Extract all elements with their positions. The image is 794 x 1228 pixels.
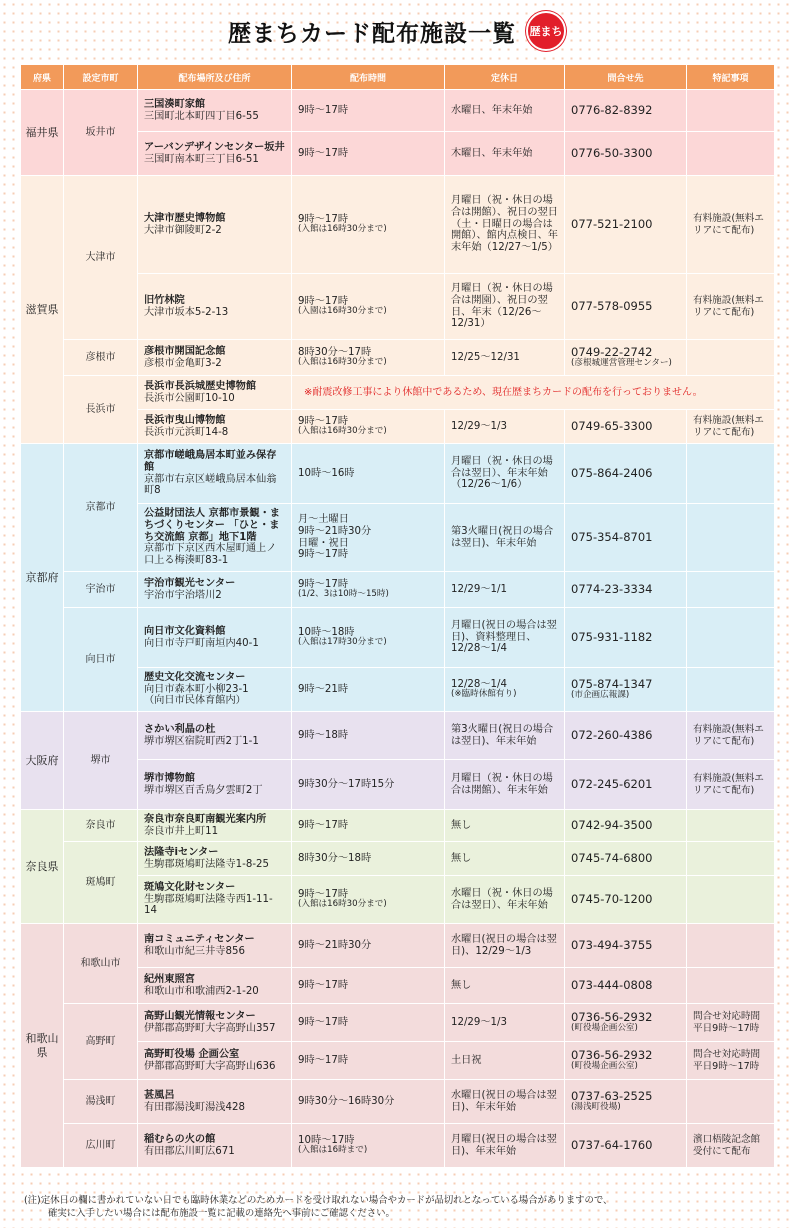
closed-cell (445, 274, 565, 340)
header-closed: 定休日 (445, 65, 565, 90)
table-row (21, 1124, 775, 1168)
tel-number: 072-245-6201 (571, 776, 653, 791)
facility-name: 彦根市開国記念館 (144, 345, 226, 357)
header-city: 設定市町 (64, 65, 138, 90)
place-cell (138, 842, 292, 876)
closed-text: 無し (451, 979, 472, 991)
closed-text: 無し (451, 852, 472, 864)
tel-number: 073-444-0808 (571, 977, 653, 992)
tel-sub: (町役場企画公室) (571, 1061, 638, 1072)
city-cell: 大津市 (64, 176, 138, 340)
hours-cell (292, 176, 445, 274)
tel-cell (565, 876, 687, 924)
place-cell (138, 132, 292, 176)
place-cell (138, 668, 292, 712)
facility-name: 長浜市曳山博物館 (144, 414, 226, 426)
tel-number: 0776-82-8392 (571, 102, 653, 117)
city-cell: 奈良市 (64, 810, 138, 842)
pref-cell: 京都府 (21, 444, 64, 712)
hours-text: 9時～21時 (298, 683, 349, 695)
facility-name: 甚風呂 (144, 1089, 175, 1101)
facility-name: 公益財団法人 京都市景観・まちづくりセンター 「ひと・まち交流館 京都」地下1階 (144, 507, 280, 543)
header-pref: 府県 (21, 65, 64, 90)
closed-cell (445, 810, 565, 842)
city-cell: 堺市 (64, 712, 138, 810)
closed-cell (445, 90, 565, 132)
facility-address: 生駒郡斑鳩町法隆寺1-8-25 (144, 858, 269, 870)
city-cell: 湯浅町 (64, 1080, 138, 1124)
place-cell (138, 90, 292, 132)
hours-text: 9時～17時 (298, 819, 349, 831)
facility-address: 向日市森本町小柳23-1 （向日市民体育館内） (144, 683, 249, 707)
place-cell (138, 444, 292, 504)
facility-name: 奈良市奈良町南観光案内所 (144, 813, 267, 825)
tel-number: 075-354-8701 (571, 529, 653, 544)
tel-cell (565, 274, 687, 340)
closed-text: 無し (451, 819, 472, 831)
tel-cell (565, 444, 687, 504)
footer-note (24, 1194, 784, 1220)
closed-cell (445, 842, 565, 876)
facility-table (20, 64, 775, 1168)
notes-cell (687, 444, 775, 504)
closed-cell (445, 132, 565, 176)
tel-number: 075-864-2406 (571, 465, 653, 480)
pref-cell: 滋賀県 (21, 176, 64, 444)
pref-cell: 大阪府 (21, 712, 64, 810)
closed-text: 土日祝 (451, 1054, 482, 1066)
place-cell (138, 1124, 292, 1168)
facility-address: 大津市御陵町2-2 (144, 224, 222, 236)
hours-cell (292, 1042, 445, 1080)
tel-cell (565, 810, 687, 842)
table-body (21, 90, 775, 1168)
city-cell: 向日市 (64, 608, 138, 712)
closed-cell (445, 1080, 565, 1124)
tel-cell (565, 176, 687, 274)
closed-text: 12/29～1/3 (451, 1016, 507, 1028)
closed-cell (445, 410, 565, 444)
closed-text: 月曜日(祝日の場合は翌日)、年末年始 (451, 1133, 557, 1157)
table-row (21, 810, 775, 842)
notes-cell: 有料施設(無料エリアにて配布) (687, 760, 775, 810)
facility-address: 堺市堺区百舌鳥夕雲町2丁 (144, 784, 263, 796)
facility-name: 旧竹林院 (144, 294, 185, 306)
facility-name: 高野山観光情報センター (144, 1010, 256, 1022)
hours-cell (292, 504, 445, 572)
facility-address: 伊都郡高野町大字高野山636 (144, 1060, 276, 1072)
closure-notice: ※耐震改修工事により休館中であるため、現在歴まちカードの配布を行っておりません。 (292, 376, 775, 410)
facility-name: 三国湊町家館 (144, 98, 206, 110)
hours-cell (292, 608, 445, 668)
tel-number: 0749-22-2742 (571, 344, 653, 359)
hours-sub: (入館は16時30分まで) (298, 224, 387, 235)
tel-number: 0736-56-2932 (571, 1009, 653, 1024)
tel-number: 075-874-1347 (571, 676, 653, 691)
hours-sub: (入園は16時30分まで) (298, 306, 387, 317)
city-cell: 高野町 (64, 1004, 138, 1080)
tel-sub: (湯浅町役場) (571, 1102, 621, 1113)
hours-sub: (入館は16時30分まで) (298, 357, 387, 368)
facility-name: 稲むらの火の館 (144, 1133, 216, 1145)
pref-cell: 福井県 (21, 90, 64, 176)
hours-text: 9時30分～16時30分 (298, 1095, 395, 1107)
hours-cell (292, 410, 445, 444)
hours-text: 9時～17時 (298, 578, 349, 590)
notes-cell (687, 968, 775, 1004)
tel-sub: (市企画広報課) (571, 690, 630, 701)
facility-name: 斑鳩文化財センター (144, 881, 236, 893)
place-cell (138, 608, 292, 668)
place-cell (138, 810, 292, 842)
facility-address: 宇治市宇治塔川2 (144, 589, 222, 601)
pref-cell: 和歌山県 (21, 924, 64, 1168)
notes-cell (687, 924, 775, 968)
hours-cell (292, 1124, 445, 1168)
tel-number: 0749-65-3300 (571, 418, 653, 433)
notes-cell: 有料施設(無料エリアにて配布) (687, 274, 775, 340)
facility-name: 大津市歴史博物館 (144, 212, 226, 224)
facility-address: 京都市右京区嵯峨鳥居本仙翁町8 (144, 473, 277, 497)
tel-number: 077-578-0955 (571, 298, 653, 313)
facility-address: 彦根市金亀町3-2 (144, 357, 222, 369)
notes-cell: 濱口梧陵記念館受付にて配布 (687, 1124, 775, 1168)
place-cell (138, 504, 292, 572)
closed-cell (445, 444, 565, 504)
hours-cell (292, 1080, 445, 1124)
hours-cell (292, 712, 445, 760)
hours-text: 9時～17時 (298, 1054, 349, 1066)
notes-cell: 有料施設(無料エリアにて配布) (687, 410, 775, 444)
notes-cell: 有料施設(無料エリアにて配布) (687, 712, 775, 760)
facility-name: 長浜市長浜城歴史博物館 (144, 380, 257, 392)
facility-name: 京都市嵯峨鳥居本町並み保存館 (144, 449, 277, 473)
closed-cell (445, 608, 565, 668)
tel-cell (565, 504, 687, 572)
tel-cell (565, 572, 687, 608)
notes-cell: 問合せ対応時間 平日9時～17時 (687, 1042, 775, 1080)
city-cell: 京都市 (64, 444, 138, 572)
tel-number: 0736-56-2932 (571, 1047, 653, 1062)
closed-cell (445, 668, 565, 712)
table-row (21, 712, 775, 760)
facility-name: 南コミュニティセンター (144, 933, 255, 945)
closed-text: 第3火曜日(祝日の場合は翌日)、年末年始 (451, 525, 554, 549)
city-cell: 長浜市 (64, 376, 138, 444)
table-row (21, 444, 775, 504)
hours-text: 9時～17時 (298, 295, 349, 307)
facility-name: アーバンデザインセンター坂井 (144, 141, 285, 153)
footer-line-2: 確実に入手したい場合には配布施設一覧に記載の連絡先へ事前にご確認ください。 (48, 1208, 395, 1220)
place-cell (138, 1080, 292, 1124)
place-cell (138, 1004, 292, 1042)
table-row (21, 572, 775, 608)
tel-number: 0776-50-3300 (571, 145, 653, 160)
hours-text: 9時～17時 (298, 104, 349, 116)
notes-cell (687, 668, 775, 712)
place-cell (138, 1042, 292, 1080)
closed-cell (445, 712, 565, 760)
closed-text: 第3火曜日(祝日の場合は翌日)、年末年始 (451, 723, 554, 747)
notes-cell (687, 876, 775, 924)
hours-cell (292, 444, 445, 504)
table-row (21, 376, 775, 410)
hours-cell (292, 90, 445, 132)
closed-text: 木曜日、年末年始 (451, 147, 533, 159)
place-cell (138, 376, 292, 410)
place-cell (138, 968, 292, 1004)
hours-text: 9時～17時 (298, 415, 349, 427)
facility-name: 宇治市観光センター (144, 577, 236, 589)
hours-cell (292, 876, 445, 924)
hours-sub: (入館は16時30分まで) (298, 426, 387, 437)
city-cell: 彦根市 (64, 340, 138, 376)
notes-cell (687, 810, 775, 842)
tel-cell (565, 924, 687, 968)
pref-cell: 奈良県 (21, 810, 64, 924)
closed-cell (445, 968, 565, 1004)
tel-cell (565, 90, 687, 132)
tel-number: 0742-94-3500 (571, 817, 653, 832)
notes-cell (687, 340, 775, 376)
facility-address: 長浜市元浜町14-8 (144, 426, 229, 438)
tel-number: 077-521-2100 (571, 216, 653, 231)
tel-cell (565, 760, 687, 810)
facility-name: 堺市博物館 (144, 772, 195, 784)
facility-address: 生駒郡斑鳩町法隆寺西1-11-14 (144, 893, 273, 917)
table-row (21, 924, 775, 968)
table-row (21, 608, 775, 668)
closed-text: 水曜日、年末年始 (451, 104, 533, 116)
facility-name: 法隆寺iセンター (144, 846, 219, 858)
table-header-row (21, 65, 775, 90)
facility-address: 三国町北本町四丁目6-55 (144, 110, 259, 122)
hours-sub: (1/2、3は10時～15時) (298, 589, 389, 600)
hours-text: 8時30分～17時 (298, 346, 372, 358)
hours-text: 9時～17時 (298, 213, 349, 225)
header-place: 配布場所及び住所 (138, 65, 292, 90)
hours-text: 月～土曜日 9時～21時30分 日曜・祝日 9時～17時 (298, 513, 372, 561)
notes-cell (687, 90, 775, 132)
hours-cell (292, 968, 445, 1004)
hours-text: 9時～17時 (298, 979, 349, 991)
place-cell (138, 876, 292, 924)
tel-number: 0774-23-3334 (571, 581, 653, 596)
closed-text: 月曜日（祝・休日の場合は開館）、年末年始 (451, 772, 553, 796)
facility-address: 和歌山市紀三井寺856 (144, 945, 245, 957)
hours-sub: (入館は16時まで) (298, 1145, 368, 1156)
closed-cell (445, 504, 565, 572)
facility-address: 和歌山市和歌浦西2-1-20 (144, 985, 259, 997)
closed-cell (445, 1042, 565, 1080)
closed-text: 12/29～1/3 (451, 420, 507, 432)
tel-number: 073-494-3755 (571, 937, 653, 952)
tel-number: 075-931-1182 (571, 629, 653, 644)
closed-text: 月曜日（祝・休日の場合は翌日）、年末年始（12/26～1/6） (451, 455, 553, 491)
facility-name: さかい利晶の杜 (144, 723, 216, 735)
tel-number: 0745-74-6800 (571, 850, 653, 865)
hours-text: 9時30分～17時15分 (298, 778, 395, 790)
notes-cell (687, 504, 775, 572)
table-row (21, 340, 775, 376)
facility-address: 有田郡湯浅町湯浅428 (144, 1101, 245, 1113)
closed-cell (445, 572, 565, 608)
hours-text: 10時～16時 (298, 467, 355, 479)
hours-cell (292, 340, 445, 376)
hours-cell (292, 810, 445, 842)
title-area (0, 8, 794, 54)
place-cell (138, 340, 292, 376)
city-cell: 斑鳩町 (64, 842, 138, 924)
notes-cell: 問合せ対応時間 平日9時～17時 (687, 1004, 775, 1042)
tel-number: 0737-64-1760 (571, 1137, 653, 1152)
tel-cell (565, 1004, 687, 1042)
header-notes: 特記事項 (687, 65, 775, 90)
table-row (21, 90, 775, 132)
header-hours: 配布時間 (292, 65, 445, 90)
notes-cell (687, 1080, 775, 1124)
place-cell (138, 274, 292, 340)
tel-cell (565, 968, 687, 1004)
hours-text: 9時～17時 (298, 147, 349, 159)
city-cell: 広川町 (64, 1124, 138, 1168)
hours-cell (292, 572, 445, 608)
place-cell (138, 924, 292, 968)
table-row (21, 176, 775, 274)
hours-text: 10時～18時 (298, 626, 355, 638)
place-cell (138, 176, 292, 274)
closed-cell (445, 760, 565, 810)
city-cell: 宇治市 (64, 572, 138, 608)
tel-number: 0745-70-1200 (571, 891, 653, 906)
table-row (21, 1004, 775, 1042)
closed-text: 12/29～1/1 (451, 583, 507, 595)
place-cell (138, 760, 292, 810)
table-row (21, 1080, 775, 1124)
hours-cell (292, 1004, 445, 1042)
closed-cell (445, 340, 565, 376)
place-cell (138, 712, 292, 760)
tel-cell (565, 410, 687, 444)
notes-cell (687, 572, 775, 608)
facility-address: 奈良市井上町11 (144, 825, 219, 837)
facility-address: 伊都郡高野町大字高野山357 (144, 1022, 276, 1034)
tel-cell (565, 842, 687, 876)
facility-name: 高野町役場 企画公室 (144, 1048, 240, 1060)
hours-text: 9時～21時30分 (298, 939, 372, 951)
tel-cell (565, 1124, 687, 1168)
place-cell (138, 572, 292, 608)
notes-cell (687, 842, 775, 876)
closed-sub: (※臨時休館有り) (451, 689, 517, 700)
city-cell: 和歌山市 (64, 924, 138, 1004)
tel-cell (565, 608, 687, 668)
closed-text: 月曜日（祝・休日の場合は開館）、祝日の翌日（土・日曜日の場合は開館）、館内点検日、年末年始（12/27～1/5） (451, 194, 558, 254)
closed-cell (445, 176, 565, 274)
facility-name: 歴史文化交流センター (144, 671, 246, 683)
footer-line-1: (注)定休日の欄に書かれていない日でも臨時休業などのためカードを受け取れない場合やカードが品切れとなっている場合がありますので、 (24, 1195, 613, 1206)
hours-cell (292, 924, 445, 968)
closed-text: 水曜日(祝日の場合は翌日)、年末年始 (451, 1089, 557, 1113)
tel-cell (565, 1080, 687, 1124)
hours-text: 9時～18時 (298, 729, 349, 741)
tel-cell (565, 668, 687, 712)
facility-name: 向日市文化資料館 (144, 625, 226, 637)
facility-name: 紀州東照宮 (144, 973, 195, 985)
closed-cell (445, 1124, 565, 1168)
closed-text: 水曜日（祝・休日の場合は翌日）、年末年始 (451, 887, 553, 911)
facility-address: 三国町南本町三丁目6-51 (144, 153, 259, 165)
header-contact: 問合せ先 (565, 65, 687, 90)
closed-cell (445, 876, 565, 924)
facility-address: 堺市堺区宿院町西2丁1-1 (144, 735, 259, 747)
closed-cell (445, 924, 565, 968)
closed-text: 水曜日(祝日の場合は翌日)、12/29～1/3 (451, 933, 557, 957)
facility-address: 向日市寺戸町南垣内40-1 (144, 637, 259, 649)
hours-cell (292, 760, 445, 810)
tel-cell (565, 340, 687, 376)
hours-sub: (入館は16時30分まで) (298, 899, 387, 910)
table-row (21, 842, 775, 876)
tel-number: 072-260-4386 (571, 727, 653, 742)
facility-address: 有田郡広川町広671 (144, 1145, 235, 1157)
tel-number: 0737-63-2525 (571, 1088, 653, 1103)
facility-address: 京都市下京区西木屋町通上ノ口上る梅湊町83-1 (144, 543, 277, 567)
hours-text: 9時～17時 (298, 1016, 349, 1028)
hours-text: 8時30分～18時 (298, 852, 372, 864)
facility-address: 大津市坂本5-2-13 (144, 306, 229, 318)
tel-sub: (町役場企画公室) (571, 1023, 638, 1034)
notes-cell: 有料施設(無料エリアにて配布) (687, 176, 775, 274)
closed-text: 12/25～12/31 (451, 351, 520, 363)
tel-cell (565, 712, 687, 760)
hours-text: 10時～17時 (298, 1134, 355, 1146)
closed-text: 月曜日(祝日の場合は翌日)、資料整理日、12/28～1/4 (451, 619, 557, 655)
tel-cell (565, 1042, 687, 1080)
page-title: 歴まちカード配布施設一覧 (228, 20, 516, 47)
tel-cell (565, 132, 687, 176)
notes-cell (687, 608, 775, 668)
place-cell (138, 410, 292, 444)
hours-cell (292, 668, 445, 712)
hours-cell (292, 132, 445, 176)
closed-text: 12/28～1/4 (451, 678, 507, 690)
closed-text: 月曜日（祝・休日の場合は開園）、祝日の翌日、年末（12/26～12/31） (451, 282, 553, 330)
hours-cell (292, 274, 445, 340)
tel-sub: (彦根城運営管理センター) (571, 358, 672, 369)
notes-cell (687, 132, 775, 176)
hours-text: 9時～17時 (298, 888, 349, 900)
city-cell: 坂井市 (64, 90, 138, 176)
rekimachi-logo-icon: 歴まち (526, 11, 566, 51)
hours-sub: (入館は17時30分まで) (298, 637, 387, 648)
closed-cell (445, 1004, 565, 1042)
facility-address: 長浜市公園町10-10 (144, 392, 235, 404)
hours-cell (292, 842, 445, 876)
